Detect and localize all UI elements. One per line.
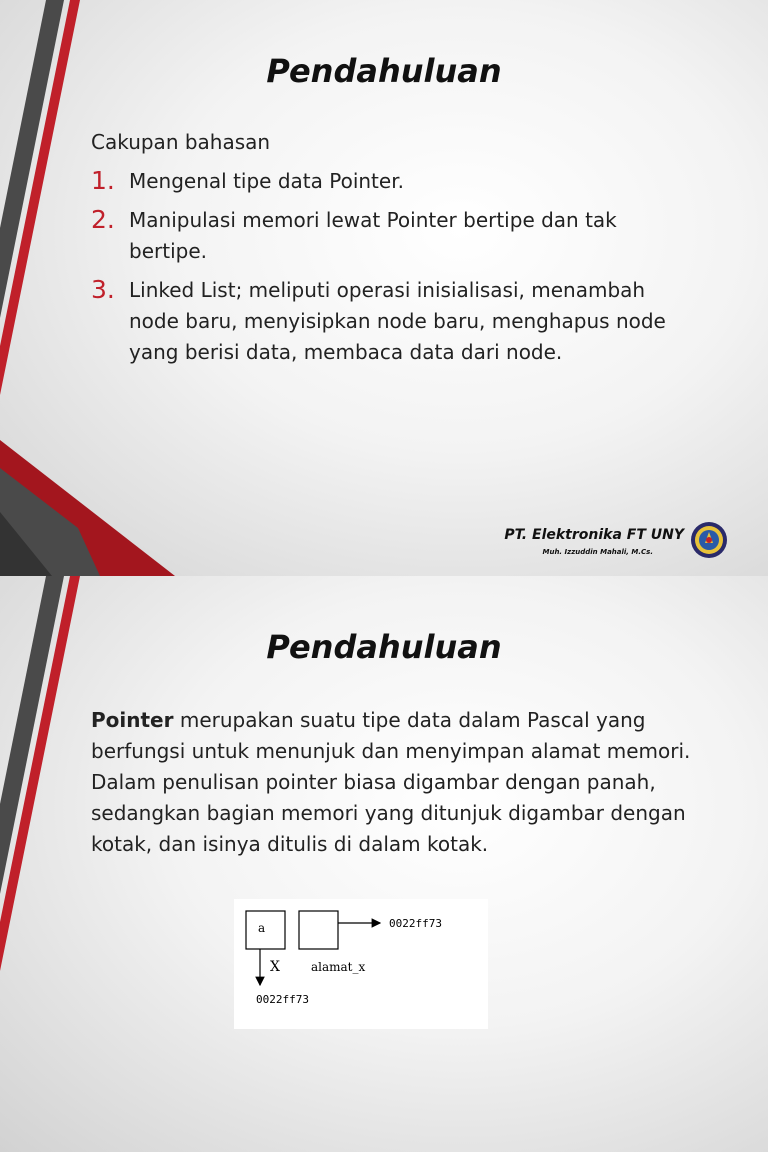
box-label-a: a — [258, 921, 266, 935]
list-text: Linked List; meliputi operasi inisialisasi, menambah node baru, menyisipkan node baru, menghapus node yang berisi data, membaca data dari node. — [129, 278, 666, 364]
list-item — [91, 275, 691, 368]
slide-2 — [0, 576, 768, 1152]
slide-title: Pendahuluan — [266, 52, 502, 90]
list-number: 2. — [91, 205, 115, 234]
list-number: 3. — [91, 275, 115, 304]
memory-box — [299, 911, 338, 949]
bottom-address: 0022ff73 — [256, 993, 309, 1006]
list-number: 1. — [91, 166, 115, 195]
pointer-diagram — [234, 899, 488, 1029]
pointer-box-a — [246, 911, 285, 949]
footer-institution: PT. Elektronika FT UNY — [504, 527, 684, 543]
list-text: Manipulasi memori lewat Pointer bertipe dan tak bertipe. — [129, 208, 617, 263]
footer-author: Muh. Izzuddin Mahali, M.Cs. — [542, 548, 653, 556]
list-text: Mengenal tipe data Pointer. — [129, 169, 404, 193]
arrow-target-address: 0022ff73 — [389, 917, 442, 930]
paragraph-text: merupakan suatu tipe data dalam Pascal yang berfungsi untuk menunjuk dan menyimpan alamat memori. Dalam penulisan pointer biasa digambar dengan panah, sedangkan bagian memori yang ditunjuk digambar dengan kotak, dan isinya ditulis di dalam kotak. — [91, 708, 691, 856]
var-label-x: X — [270, 959, 280, 975]
list-item — [91, 205, 691, 267]
pointer-diagram-svg — [234, 899, 488, 1029]
intro-text: Cakupan bahasan — [91, 130, 271, 154]
pointer-paragraph — [91, 705, 731, 860]
list-item — [91, 166, 691, 197]
address-label: alamat_x — [311, 960, 366, 974]
slide-title: Pendahuluan — [266, 628, 502, 666]
pointer-term: Pointer — [91, 708, 174, 732]
content-list — [91, 130, 691, 368]
uny-logo-icon — [690, 521, 728, 559]
